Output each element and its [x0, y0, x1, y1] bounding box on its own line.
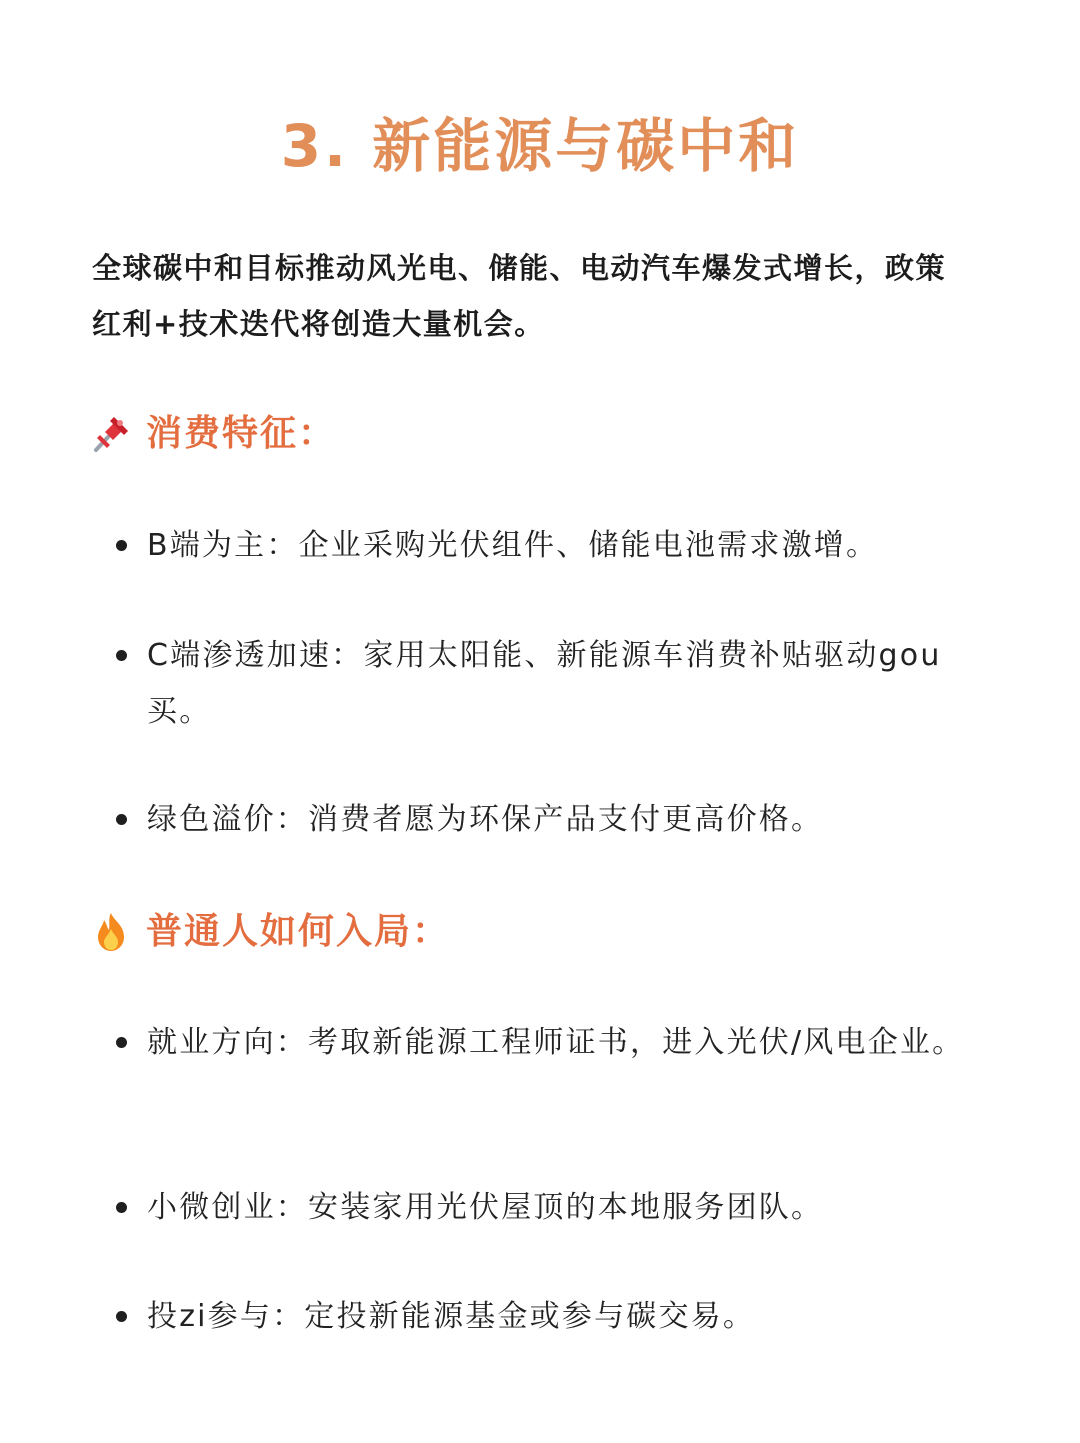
list-item-text: 小微创业：安装家用光伏屋顶的本地服务团队。	[147, 1190, 824, 1225]
bullet-dot	[116, 650, 127, 661]
intro-paragraph: 全球碳中和目标推动风光电、储能、电动汽车爆发式增长，政策红利+技术迭代将创造大量机会。	[92, 251, 947, 341]
section-heading-label: 普通人如何入局：	[146, 911, 451, 952]
list-item	[116, 1289, 966, 1345]
list-item	[116, 518, 966, 574]
list-item-text: 就业方向：考取新能源工程师证书，进入光伏/风电企业。	[147, 1025, 965, 1060]
section-heading-label: 消费特征：	[146, 413, 337, 454]
bullet-dot	[116, 540, 127, 551]
list-item-text: C端渗透加速：家用太阳能、新能源车消费补贴驱动gou买。	[147, 638, 942, 729]
bullet-dot	[116, 1202, 127, 1213]
bullet-dot	[116, 1311, 127, 1322]
fire-icon	[90, 911, 132, 953]
list-item-text: 绿色溢价：消费者愿为环保产品支付更高价格。	[147, 802, 824, 837]
list-item	[116, 1180, 966, 1236]
page-title: 3. 新能源与碳中和	[280, 112, 800, 180]
list-item-text: 投zi参与：定投新能源基金或参与碳交易。	[147, 1299, 756, 1334]
list-item	[116, 628, 966, 740]
pushpin-icon	[90, 413, 132, 455]
bullet-dot	[116, 814, 127, 825]
bullet-dot	[116, 1037, 127, 1048]
section-heading-consumption	[90, 410, 336, 458]
list-item	[116, 1015, 966, 1071]
list-item	[116, 792, 966, 848]
section-heading-entry	[90, 908, 450, 956]
list-item-text: B端为主：企业采购光伏组件、储能电池需求激增。	[147, 528, 879, 563]
